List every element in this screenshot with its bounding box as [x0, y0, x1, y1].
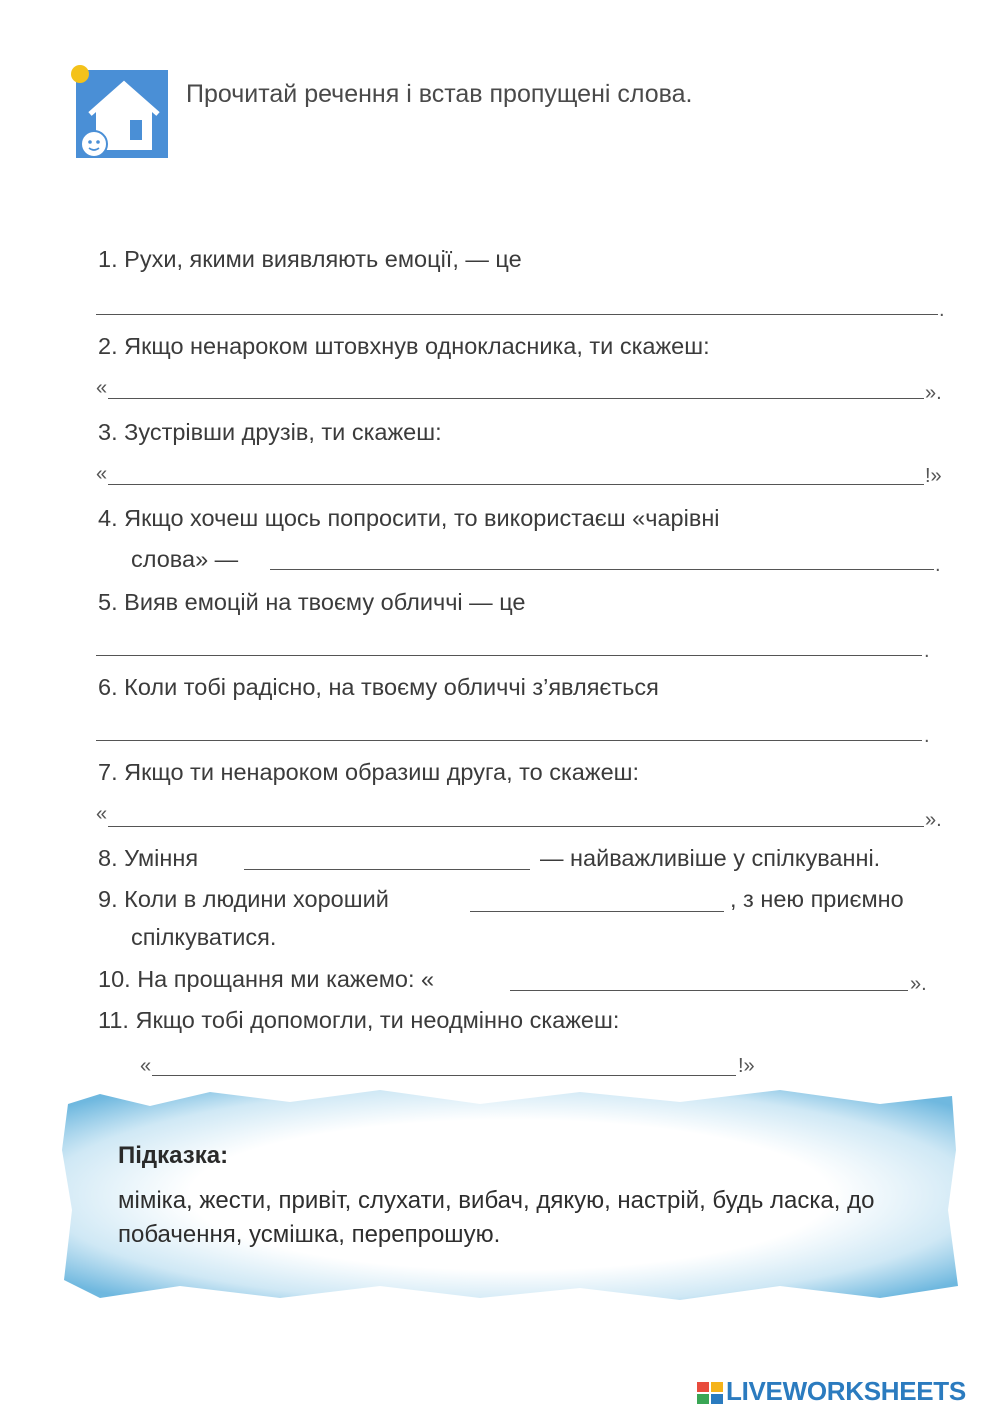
- item-number: 9.: [98, 886, 118, 912]
- end-punct: .: [924, 725, 930, 747]
- open-quote: «: [96, 803, 108, 825]
- item-5: [98, 587, 525, 617]
- item-text: Якщо хочеш щось попросити, то використаєш «чарівні: [124, 505, 720, 531]
- answer-blank-6[interactable]: [96, 740, 922, 741]
- item-number: 1.: [98, 246, 118, 272]
- item-9-line2: спілкуватися.: [131, 924, 277, 950]
- end-punct: !»: [738, 1055, 755, 1077]
- item-8-rest: — найважливіше у спілкуванні.: [540, 845, 881, 871]
- answer-blank-5[interactable]: [96, 655, 922, 656]
- end-punct: ».: [925, 382, 942, 404]
- item-number: 4.: [98, 505, 118, 531]
- item-number: 8.: [98, 845, 118, 871]
- item-text: Зустрівши друзів, ти скажеш:: [124, 419, 442, 445]
- item-text: Якщо тобі допомогли, ти неодмінно скажеш:: [135, 1007, 620, 1033]
- item-1: [98, 244, 522, 274]
- item-11: [98, 1005, 619, 1035]
- item-9-rest: , з нею приємно: [730, 886, 904, 912]
- item-number: 2.: [98, 333, 118, 359]
- brand-name: LIVEWORKSHEETS: [726, 1376, 966, 1406]
- item-number: 10.: [98, 966, 131, 992]
- item-text: Вияв емоцій на твоєму обличчі — це: [124, 589, 526, 615]
- item-number: 7.: [98, 759, 118, 785]
- item-number: 11.: [98, 1007, 129, 1033]
- answer-blank-8[interactable]: [244, 869, 530, 870]
- end-punct: .: [935, 554, 941, 576]
- answer-blank-11[interactable]: [152, 1075, 736, 1076]
- item-9: [98, 884, 389, 914]
- end-punct: !»: [925, 465, 942, 487]
- item-4-line2: слова» —: [131, 546, 239, 572]
- liveworksheets-logo-icon: [697, 1382, 723, 1404]
- item-text: Уміння: [124, 845, 199, 871]
- answer-blank-9[interactable]: [470, 911, 724, 912]
- home-task-icon: [66, 64, 168, 158]
- item-text: Рухи, якими виявляють емоції, — це: [124, 246, 522, 272]
- end-punct: ».: [910, 973, 927, 995]
- end-punct: .: [924, 640, 930, 662]
- item-number: 5.: [98, 589, 118, 615]
- open-quote: «: [96, 377, 108, 399]
- answer-blank-7[interactable]: [108, 826, 924, 827]
- answer-blank-2[interactable]: [108, 398, 924, 399]
- item-number: 3.: [98, 419, 118, 445]
- item-text: Якщо ти ненароком образиш друга, то скажеш:: [124, 759, 640, 785]
- open-quote: «: [140, 1055, 152, 1077]
- item-8: [98, 843, 198, 873]
- item-4: [98, 503, 720, 533]
- item-7: [98, 757, 639, 787]
- item-10: [98, 964, 434, 994]
- answer-blank-1[interactable]: [96, 314, 938, 315]
- answer-blank-3[interactable]: [108, 484, 924, 485]
- open-quote: «: [96, 463, 108, 485]
- item-text: На прощання ми кажемо: «: [137, 966, 435, 992]
- end-punct: ».: [925, 809, 942, 831]
- task-instruction: Прочитай речення і встав пропущені слова.: [186, 80, 693, 108]
- hint-words: міміка, жести, привіт, слухати, вибач, дякую, настрій, будь ласка, до побачення, усмішка, перепрошую.: [118, 1187, 875, 1248]
- item-text: Якщо ненароком штовхнув однокласника, ти скажеш:: [124, 333, 710, 359]
- answer-blank-4[interactable]: [270, 569, 934, 570]
- item-text: Коли тобі радісно, на твоєму обличчі з’являється: [124, 674, 659, 700]
- end-punct: .: [939, 299, 945, 321]
- answer-blank-10[interactable]: [510, 990, 908, 991]
- item-6: [98, 672, 659, 702]
- item-text: Коли в людини хороший: [124, 886, 389, 912]
- hint-title: Підказка:: [118, 1142, 229, 1169]
- item-number: 6.: [98, 674, 118, 700]
- item-2: [98, 331, 710, 361]
- item-3: [98, 417, 442, 447]
